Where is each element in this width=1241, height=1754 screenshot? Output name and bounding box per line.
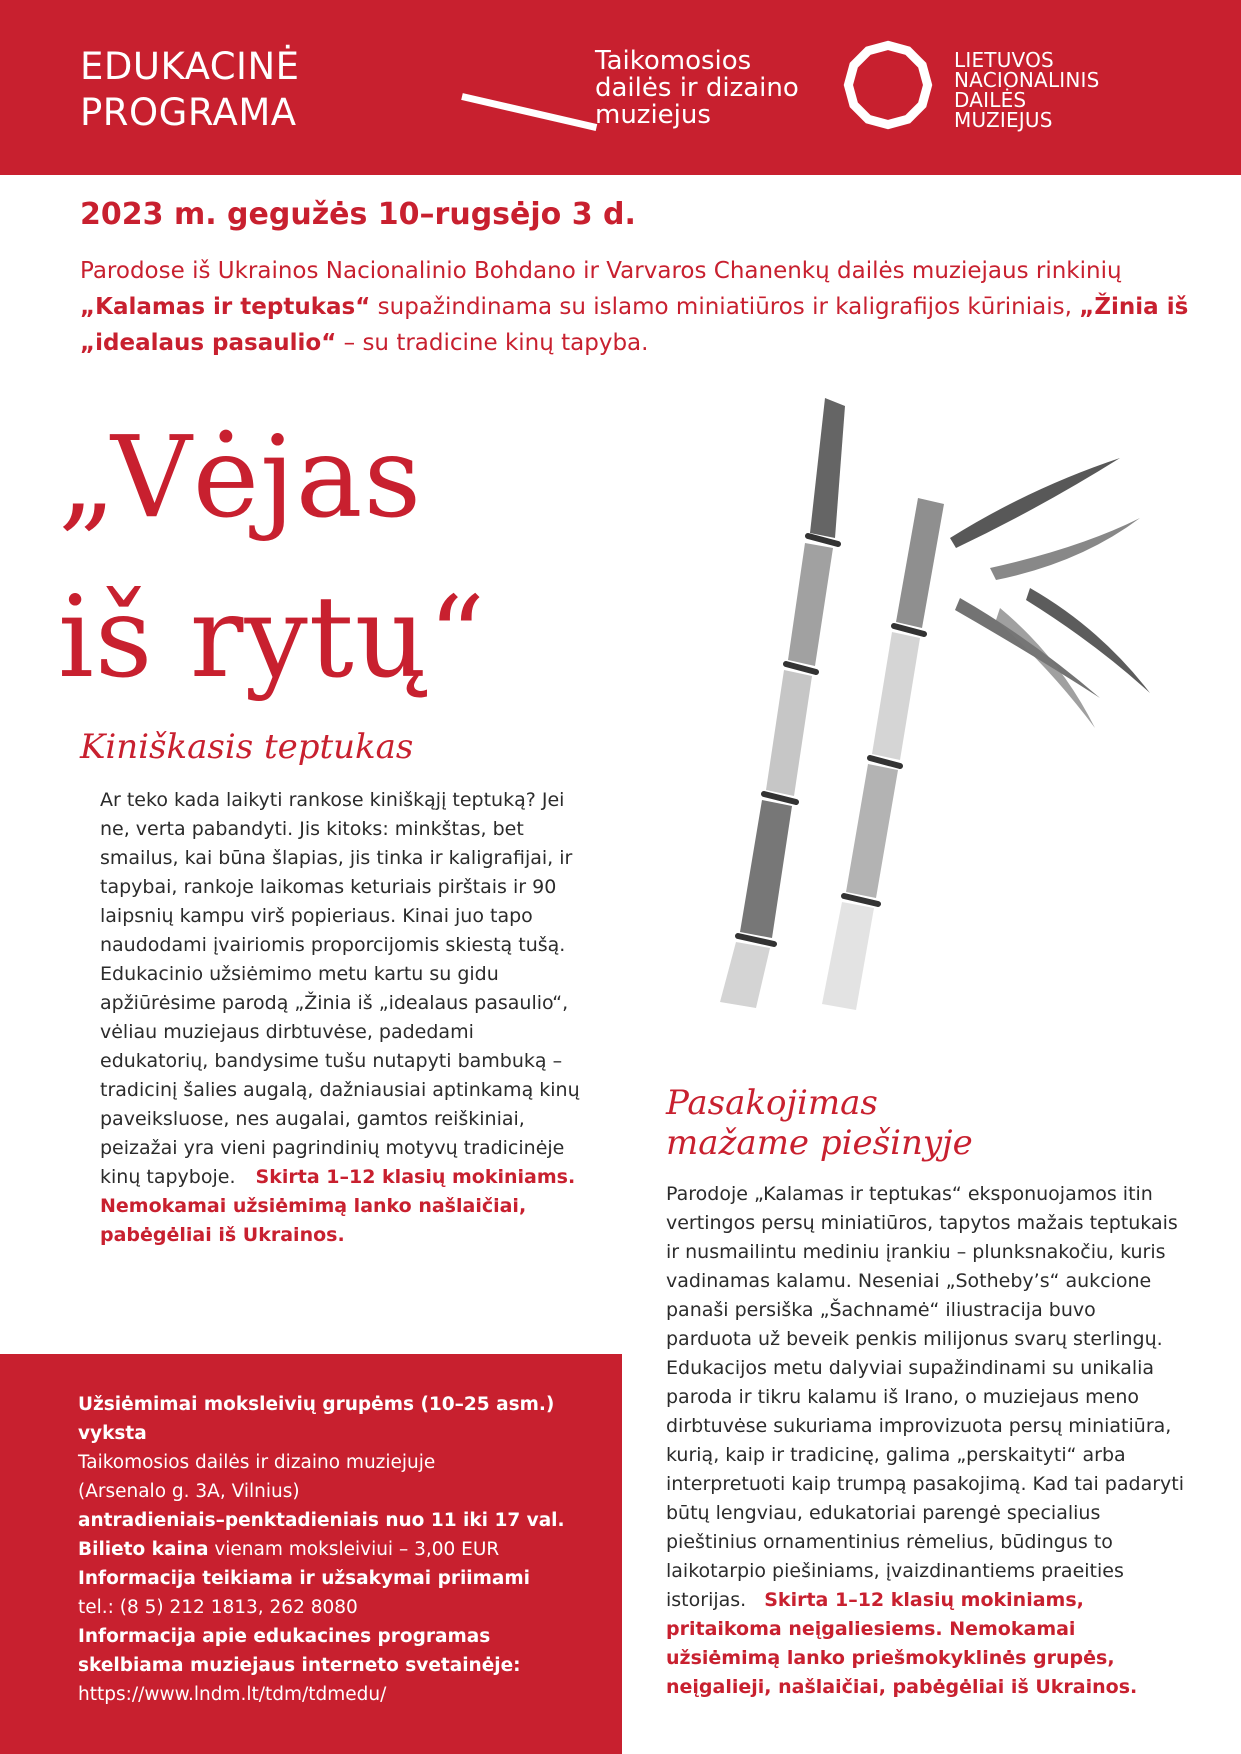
- bamboo-ink-illustration: [700, 398, 1220, 1018]
- section-body-story: [666, 1180, 1186, 1702]
- info-box: [0, 1354, 622, 1754]
- section-body-brush: [100, 786, 585, 1250]
- intro-text-2: supažindinama su islamo miniatiūros ir kaligrafijos kūriniais,: [370, 294, 1080, 320]
- section-heading-story: Pasakojimas mažame piešinyje: [666, 1083, 973, 1163]
- section-heading-brush: Kiniškasis teptukas: [80, 727, 414, 767]
- lndm-museum-label: LIETUVOS NACIONALINIS DAILĖS MUZIEJUS: [954, 48, 1100, 132]
- section-text-brush: Ar teko kada laikyti rankose kiniškąjį teptuką? Jei ne, verta pabandyti. Jis kitoks: minkštas, bet smailus, kai būna šlapias, jis tinka ir kaligrafijai, ir tapybai, rankoje laikomas keturiais pirštais ir 90 laipsnių kampu virš popieriaus. Kinai juo tapo naudodami įvairiomis proporcijomis skiestą tušą. Edukacinio užsiėmimo metu kartu su gidu apžiūrėsime parodą „Žinia iš „idealaus pasaulio“, vėliau muziejaus dirbtuvėse, padedami edukatorių, bandysime tušu nutapyti bambuką – tradicinį šalies augalą, dažniausiai aptinkamą kinų paveiksluose, nes augalai, gamtos reiškiniai, peizažai yra vieni pagrindinių motyvų tradicinėje kinų tapyboje.: [100, 789, 580, 1188]
- exhibition-name-2: „Žinia iš „idealaus pasaulio“: [80, 294, 1189, 356]
- info-booking: Informacija teikiama ir užsakymai priimami: [78, 1568, 531, 1589]
- section-highlight-brush: Skirta 1–12 klasių mokiniams. Nemokamai užsiėmimą lanko našlaičiai, pabėgėliai iš Ukrainos.: [100, 1166, 576, 1246]
- diagonal-line-icon: [461, 93, 597, 131]
- info-groups: Užsiėmimai moksleivių grupėms (10–25 asm.): [78, 1394, 555, 1415]
- bamboo-leaves: [950, 458, 1150, 728]
- main-title: „Vėjas iš rytų“: [58, 413, 487, 703]
- info-schedule: antradieniais–penktadieniais nuo 11 iki 17 val.: [78, 1510, 565, 1531]
- section-highlight-story: Skirta 1–12 klasių mokiniams, pritaikoma neįgaliesiems. Nemokamai užsiėmimą lanko priešmokyklinės grupės, neįgalieji, našlaičiai, pabėgėliai iš Ukrainos.: [666, 1589, 1138, 1698]
- info-content: [78, 1390, 598, 1709]
- program-label: EDUKACINĖ PROGRAMA: [80, 45, 300, 134]
- intro-text-1: Parodose iš Ukrainos Nacionalinio Bohdano ir Varvaros Chanenkų dailės muziejaus rinkinių: [80, 258, 1122, 284]
- info-programs: Informacija apie edukacines programas: [78, 1626, 491, 1647]
- info-website-link[interactable]: https://www.lndm.lt/tdm/tdmedu/: [78, 1684, 387, 1705]
- intro-paragraph: [80, 253, 1190, 361]
- section-text-story: Parodoje „Kalamas ir teptukas“ eksponuojamos itin vertingos persų miniatiūros, tapytos mažais teptukais ir nusmailintu mediniu įrankiu – plunksnakočiu, kuris vadinamas kalamu. Neseniai „Sotheby’s“ aukcione panaši persiška „Šachnamė“ iliustracija buvo parduota už beveik penkis milijonus svarų sterlingų. Edukacijos metu dalyviai supažindinami su unikalia paroda ir tikru kalamu iš Irano, o muziejaus meno dirbtuvėse sukuriama improvizuota persų miniatiūra, kurią, kaip ir tradicinę, galima „perskaityti“ arba interpretuoti kaip trumpą pasakojimą. Kad tai padaryti būtų lengviau, edukatoriai parengė specialius pieštinius ornamentinius rėmelius, būdingus to laikotarpio piešiniams, įvaizdinantiems praeities istorijas.: [666, 1183, 1185, 1611]
- info-website-label: skelbiama muziejaus interneto svetainėje:: [78, 1655, 521, 1676]
- bamboo-stalk-right: [822, 498, 944, 1010]
- info-vyksta: vyksta: [78, 1423, 147, 1444]
- intro-text-3: – su tradicine kinų tapyba.: [336, 330, 649, 356]
- header-band: [0, 0, 1241, 175]
- tdm-museum-label: Taikomosios dailės ir dizaino muziejus: [595, 46, 799, 130]
- dodecagon-ring-icon: [843, 40, 933, 130]
- info-phone[interactable]: tel.: (8 5) 212 1813, 262 8080: [78, 1597, 358, 1618]
- exhibition-name-1: „Kalamas ir teptukas“: [80, 294, 371, 320]
- date-range: 2023 m. gegužės 10–rugsėjo 3 d.: [80, 197, 636, 232]
- bamboo-stalk-left: [720, 398, 845, 1008]
- info-price: Bilieto kaina vienam moksleiviui – 3,00 EUR: [78, 1539, 500, 1560]
- info-venue: Taikomosios dailės ir dizaino muziejuje: [78, 1452, 436, 1473]
- info-address: (Arsenalo g. 3A, Vilnius): [78, 1481, 300, 1502]
